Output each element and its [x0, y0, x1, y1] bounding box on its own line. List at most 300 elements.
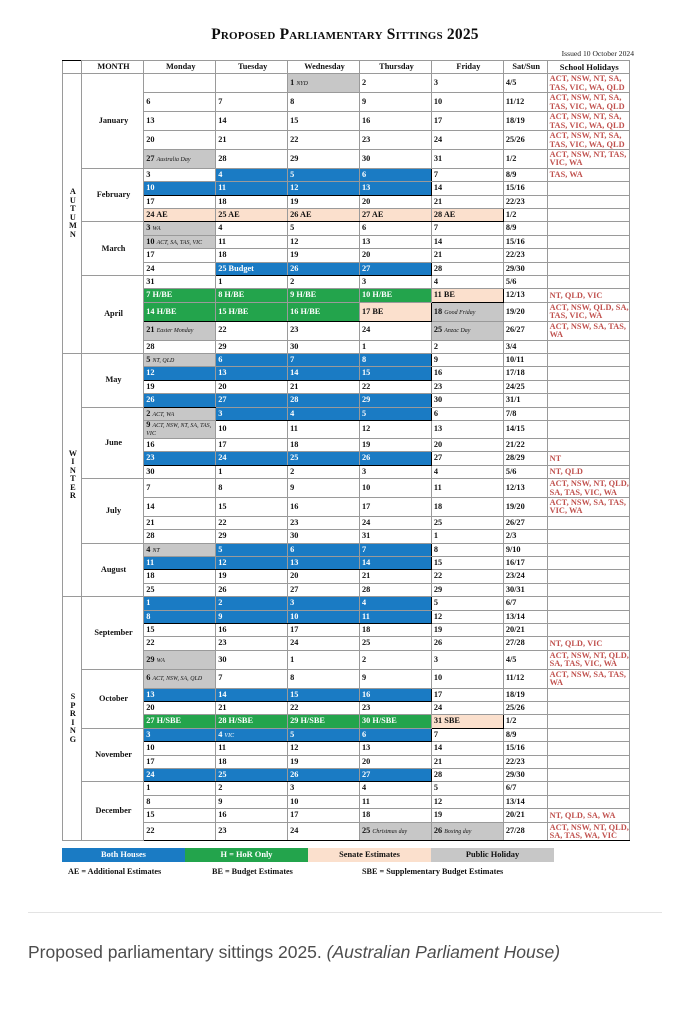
day-cell [216, 321, 288, 340]
weekend-cell: 19/20 [503, 302, 547, 321]
day-number: 14 [218, 689, 227, 699]
day-cell [216, 465, 288, 478]
day-cell [360, 74, 432, 93]
day-cell [360, 407, 432, 420]
day-cell [216, 557, 288, 570]
day-number: 9 [218, 611, 223, 621]
day-number: 10 H/BE [362, 290, 393, 300]
table-row [63, 276, 630, 289]
month-label-july: July [81, 479, 144, 544]
day-number: 9 [433, 355, 439, 364]
day-number: 29 [218, 341, 227, 351]
day-number: 9 [362, 673, 367, 683]
weekend-cell: 24/25 [503, 380, 547, 393]
day-number: 4 [218, 223, 223, 233]
day-number: 9 [362, 97, 367, 107]
weekend-cell: 26/27 [503, 516, 547, 529]
day-note: Christmas day [372, 829, 408, 836]
day-cell [360, 624, 432, 637]
day-cell [431, 583, 503, 596]
school-holidays-cell: ACT, NSW, NT, SA, TAS, VIC, WA, QLD [547, 74, 629, 93]
day-number: 26 [290, 769, 299, 779]
school-holidays-cell [547, 222, 629, 235]
day-note: ACT, NSW, NT, SA, TAS, VIC [146, 422, 212, 438]
day-cell [360, 150, 432, 169]
day-cell [144, 768, 216, 781]
day-cell [431, 610, 503, 623]
day-number: 19 [218, 571, 227, 581]
day-cell [216, 497, 288, 516]
day-cell [431, 650, 503, 669]
weekend-cell: 30/31 [503, 583, 547, 596]
day-cell [288, 479, 360, 498]
day-number: 14 [218, 115, 227, 125]
day-number: 29 [146, 654, 155, 664]
day-number: 12 [433, 611, 443, 621]
table-row [63, 354, 630, 367]
day-cell [360, 795, 432, 808]
day-number: 28 AE [433, 210, 456, 220]
weekend-cell: 22/23 [503, 249, 547, 262]
school-holidays-cell [547, 182, 629, 195]
day-cell [288, 93, 360, 112]
weekend-cell: 22/23 [503, 755, 547, 768]
weekend-cell: 28/29 [503, 452, 547, 465]
day-number: 30 [290, 341, 299, 351]
day-cell [360, 516, 432, 529]
day-number: 5 [290, 169, 295, 179]
day-number: 10 [218, 424, 227, 434]
table-header [63, 61, 630, 74]
school-holidays-cell: NT, QLD, VIC [547, 637, 629, 650]
weekend-cell: 1/2 [503, 715, 547, 728]
day-number: 25 AE [218, 210, 240, 220]
day-cell [216, 669, 288, 688]
weekend-cell: 8/9 [503, 222, 547, 235]
day-cell [288, 340, 360, 353]
day-cell [431, 701, 503, 714]
table-row [63, 624, 630, 637]
day-number: 13 [146, 689, 155, 699]
day-cell [431, 755, 503, 768]
day-number: 11 [433, 482, 442, 492]
day-number: 26 [146, 395, 155, 405]
school-holidays-cell [547, 755, 629, 768]
day-number: 24 [218, 453, 227, 463]
table-row [63, 597, 630, 610]
day-number: 13 [290, 558, 299, 568]
day-cell [216, 367, 288, 380]
day-number: 14 [433, 236, 443, 246]
school-holidays-cell: ACT, NSW, NT, TAS, VIC, WA [547, 150, 629, 169]
day-cell [288, 637, 360, 650]
day-number: 24 [290, 638, 299, 648]
school-holidays-cell [547, 701, 629, 714]
day-number: 22 [433, 571, 443, 581]
day-cell [360, 276, 432, 289]
season-label-autumn: A U T U M N [63, 74, 82, 354]
weekend-cell: 18/19 [503, 112, 547, 131]
day-number: 22 [146, 826, 155, 836]
day-number: 21 [433, 250, 443, 260]
day-number: 21 [290, 381, 299, 391]
school-holidays-cell: NT, QLD, SA, WA [547, 809, 629, 822]
day-cell [144, 195, 216, 208]
day-cell [216, 516, 288, 529]
school-holidays-cell [547, 380, 629, 393]
day-cell [144, 209, 216, 222]
day-cell [360, 742, 432, 755]
day-number: 2 [362, 78, 367, 88]
table-row [63, 543, 630, 556]
day-number: 21 [218, 134, 227, 144]
day-number: 20 [362, 756, 371, 766]
day-number: 18 [218, 756, 227, 766]
day-number: 31 SBE [433, 716, 460, 726]
day-cell [288, 367, 360, 380]
day-number: 4 [290, 408, 295, 418]
day-number: 30 [362, 153, 371, 163]
day-number: 20 [146, 702, 155, 712]
day-cell [431, 112, 503, 131]
day-cell [288, 249, 360, 262]
weekend-cell: 17/18 [503, 367, 547, 380]
day-number: 2 [362, 654, 367, 664]
weekend-cell: 20/21 [503, 624, 547, 637]
day-number: 28 H/SBE [218, 716, 253, 726]
day-number: 20 [218, 381, 227, 391]
day-number: 2 [218, 598, 223, 608]
day-cell [288, 782, 360, 795]
day-cell [288, 235, 360, 248]
school-holidays-cell: ACT, NSW, SA, TAS, WA [547, 669, 629, 688]
school-holidays-cell [547, 394, 629, 407]
day-number: 20 [362, 250, 371, 260]
day-number: 9 H/BE [290, 290, 317, 300]
day-number: 20 [362, 196, 371, 206]
weekend-cell: 14/15 [503, 420, 547, 438]
day-cell [216, 543, 288, 556]
day-cell [144, 610, 216, 623]
day-cell [431, 150, 503, 169]
day-cell [431, 394, 503, 407]
day-cell [216, 302, 288, 321]
school-holidays-cell [547, 367, 629, 380]
table-row [63, 340, 630, 353]
weekend-cell: 1/2 [503, 150, 547, 169]
caption-source: (Australian Parliament House) [326, 942, 561, 962]
month-label-december: December [81, 782, 144, 841]
day-number: 14 [433, 743, 443, 753]
day-cell [144, 131, 216, 150]
day-note: NT, QLD [152, 358, 175, 364]
day-number: 22 [218, 325, 227, 335]
day-number: 14 [290, 368, 299, 378]
day-cell [360, 782, 432, 795]
day-number: 16 [362, 689, 371, 699]
calendar-wrapper [0, 60, 690, 841]
day-cell [431, 354, 503, 367]
day-cell [431, 235, 503, 248]
day-number: 21 [146, 517, 155, 527]
day-cell [360, 557, 432, 570]
month-label-april: April [81, 276, 144, 354]
day-cell [216, 150, 288, 169]
day-cell [144, 465, 216, 478]
day-number: 9 [218, 796, 223, 806]
day-cell [431, 543, 503, 556]
day-cell [144, 354, 216, 367]
day-cell [360, 637, 432, 650]
day-cell [144, 715, 216, 728]
weekend-cell: 20/21 [503, 809, 547, 822]
day-cell [288, 755, 360, 768]
day-cell [288, 701, 360, 714]
day-number: 7 [218, 97, 223, 107]
school-holidays-cell: ACT, NSW, NT, QLD, SA, TAS, VIC, WA [547, 650, 629, 669]
table-row [63, 249, 630, 262]
day-cell [216, 701, 288, 714]
abbrev-ae: AE = Additional Estimates [68, 867, 162, 877]
month-label-may: May [81, 354, 144, 408]
day-cell [360, 168, 432, 181]
day-cell [431, 321, 503, 340]
day-cell [216, 688, 288, 701]
day-cell [431, 452, 503, 465]
day-number: 16 H/BE [290, 306, 321, 316]
table-row [63, 516, 630, 529]
day-cell [360, 131, 432, 150]
day-number: 11 [290, 424, 298, 434]
day-cell [431, 420, 503, 438]
day-cell [144, 321, 216, 340]
figure-caption [28, 938, 662, 966]
day-number: 13 [218, 368, 227, 378]
day-number: 7 [290, 355, 295, 364]
weekend-cell: 27/28 [503, 822, 547, 841]
school-holidays-cell: NT, QLD [547, 465, 629, 478]
day-cell [144, 289, 216, 302]
day-number: 25 Budget [218, 263, 254, 273]
day-cell [360, 597, 432, 610]
school-holidays-cell [547, 742, 629, 755]
day-number: 8 [290, 97, 295, 107]
day-cell [288, 438, 360, 451]
abbreviation-row [62, 867, 554, 876]
table-row [63, 570, 630, 583]
day-number: 10 [146, 743, 155, 753]
day-cell [288, 150, 360, 169]
day-cell [288, 195, 360, 208]
day-cell [431, 276, 503, 289]
day-cell [144, 452, 216, 465]
day-number: 12 [146, 368, 155, 378]
weekend-cell: 11/12 [503, 93, 547, 112]
day-cell [360, 380, 432, 393]
weekend-cell: 29/30 [503, 768, 547, 781]
day-cell [288, 222, 360, 235]
day-cell [216, 479, 288, 498]
day-number: 7 [433, 729, 439, 739]
school-holidays-cell [547, 209, 629, 222]
day-cell [144, 530, 216, 543]
day-number: 6 [290, 544, 295, 554]
weekend-cell: 15/16 [503, 742, 547, 755]
day-cell [360, 479, 432, 498]
day-cell [288, 112, 360, 131]
day-cell [216, 583, 288, 596]
day-number: 12 [362, 424, 371, 434]
day-number: 12 [290, 236, 299, 246]
day-cell [431, 407, 503, 420]
day-note: NT [152, 547, 160, 554]
day-number: 1 [146, 783, 151, 793]
weekend-cell: 27/28 [503, 637, 547, 650]
school-holidays-cell [547, 688, 629, 701]
day-cell [288, 380, 360, 393]
table-row [63, 701, 630, 714]
day-cell [288, 530, 360, 543]
school-holidays-cell [547, 768, 629, 781]
school-holidays-cell [547, 340, 629, 353]
day-cell [431, 74, 503, 93]
school-holidays-cell [547, 610, 629, 623]
day-cell [360, 728, 432, 741]
header-monday: Monday [144, 61, 216, 74]
day-number: 3 [290, 598, 295, 608]
weekend-cell: 2/3 [503, 530, 547, 543]
weekend-cell: 8/9 [503, 728, 547, 741]
table-row [63, 380, 630, 393]
day-number: 28 [362, 584, 371, 594]
day-number: 5 [362, 408, 367, 418]
day-number: 23 [290, 517, 299, 527]
day-cell [288, 407, 360, 420]
day-cell [216, 380, 288, 393]
day-number: 18 [146, 571, 155, 581]
table-row [63, 650, 630, 669]
day-number: 15 [146, 624, 155, 634]
day-cell [216, 289, 288, 302]
weekend-cell: 12/13 [503, 479, 547, 498]
day-number: 3 [362, 466, 367, 476]
day-cell [360, 755, 432, 768]
day-cell [144, 809, 216, 822]
day-cell [288, 543, 360, 556]
day-cell [216, 809, 288, 822]
school-holidays-cell [547, 235, 629, 248]
day-number: 29 [433, 584, 443, 594]
day-cell [360, 340, 432, 353]
day-number: 28 [146, 531, 155, 541]
weekend-cell: 4/5 [503, 74, 547, 93]
day-cell [216, 715, 288, 728]
day-number: 10 [433, 97, 443, 107]
day-number: 17 BE [362, 306, 384, 316]
day-cell [288, 610, 360, 623]
day-number: 10 [290, 611, 299, 621]
day-cell [360, 583, 432, 596]
day-number: 5 [290, 729, 295, 739]
day-cell [288, 302, 360, 321]
day-number: 18 [218, 196, 227, 206]
day-cell [216, 782, 288, 795]
day-cell [144, 93, 216, 112]
weekend-cell: 22/23 [503, 195, 547, 208]
day-cell [216, 354, 288, 367]
day-number: 24 [362, 517, 371, 527]
day-number: 12 [290, 743, 299, 753]
day-number: 6 [218, 355, 223, 364]
school-holidays-cell [547, 420, 629, 438]
day-number: 17 [433, 115, 443, 125]
day-number: 19 [146, 381, 155, 391]
day-cell [288, 557, 360, 570]
day-number: 10 [290, 796, 299, 806]
table-row [63, 302, 630, 321]
day-cell [431, 93, 503, 112]
day-number: 29 [290, 153, 299, 163]
day-number: 3 [218, 408, 223, 418]
day-cell [288, 354, 360, 367]
day-cell [144, 112, 216, 131]
day-cell [431, 168, 503, 181]
day-cell [360, 768, 432, 781]
day-number: 14 [146, 501, 155, 511]
day-cell [288, 452, 360, 465]
day-cell [144, 302, 216, 321]
day-number: 27 [146, 153, 155, 163]
table-row [63, 465, 630, 478]
table-row [63, 755, 630, 768]
school-holidays-cell [547, 795, 629, 808]
school-holidays-cell: ACT, NSW, NT, SA, TAS, VIC, WA, QLD [547, 112, 629, 131]
weekend-cell: 29/30 [503, 262, 547, 275]
day-cell [360, 543, 432, 556]
day-number: 30 [290, 531, 299, 541]
day-cell [360, 195, 432, 208]
day-number: 18 [218, 250, 227, 260]
day-number: 26 [433, 826, 443, 836]
day-number: 2 [290, 277, 295, 287]
header-satsun: Sat/Sun [503, 61, 547, 74]
table-row [63, 782, 630, 795]
day-cell [288, 583, 360, 596]
day-cell [144, 380, 216, 393]
day-number: 19 [362, 439, 371, 449]
day-cell [144, 795, 216, 808]
day-cell [431, 728, 503, 741]
weekend-cell: 15/16 [503, 235, 547, 248]
day-number: 6 [146, 97, 151, 107]
day-number: 24 AE [146, 210, 168, 220]
day-number: 23 [218, 638, 227, 648]
day-cell [288, 742, 360, 755]
day-number: 29 [362, 395, 371, 405]
day-number: 19 [290, 250, 299, 260]
table-row [63, 131, 630, 150]
day-cell [216, 249, 288, 262]
day-cell [144, 597, 216, 610]
day-cell [288, 715, 360, 728]
caption-text: Proposed parliamentary sittings 2025. [28, 942, 322, 962]
day-number: 16 [433, 368, 443, 378]
day-number: 14 [433, 183, 443, 193]
day-cell [144, 394, 216, 407]
day-cell [288, 822, 360, 841]
school-holidays-cell [547, 354, 629, 367]
day-cell [431, 380, 503, 393]
